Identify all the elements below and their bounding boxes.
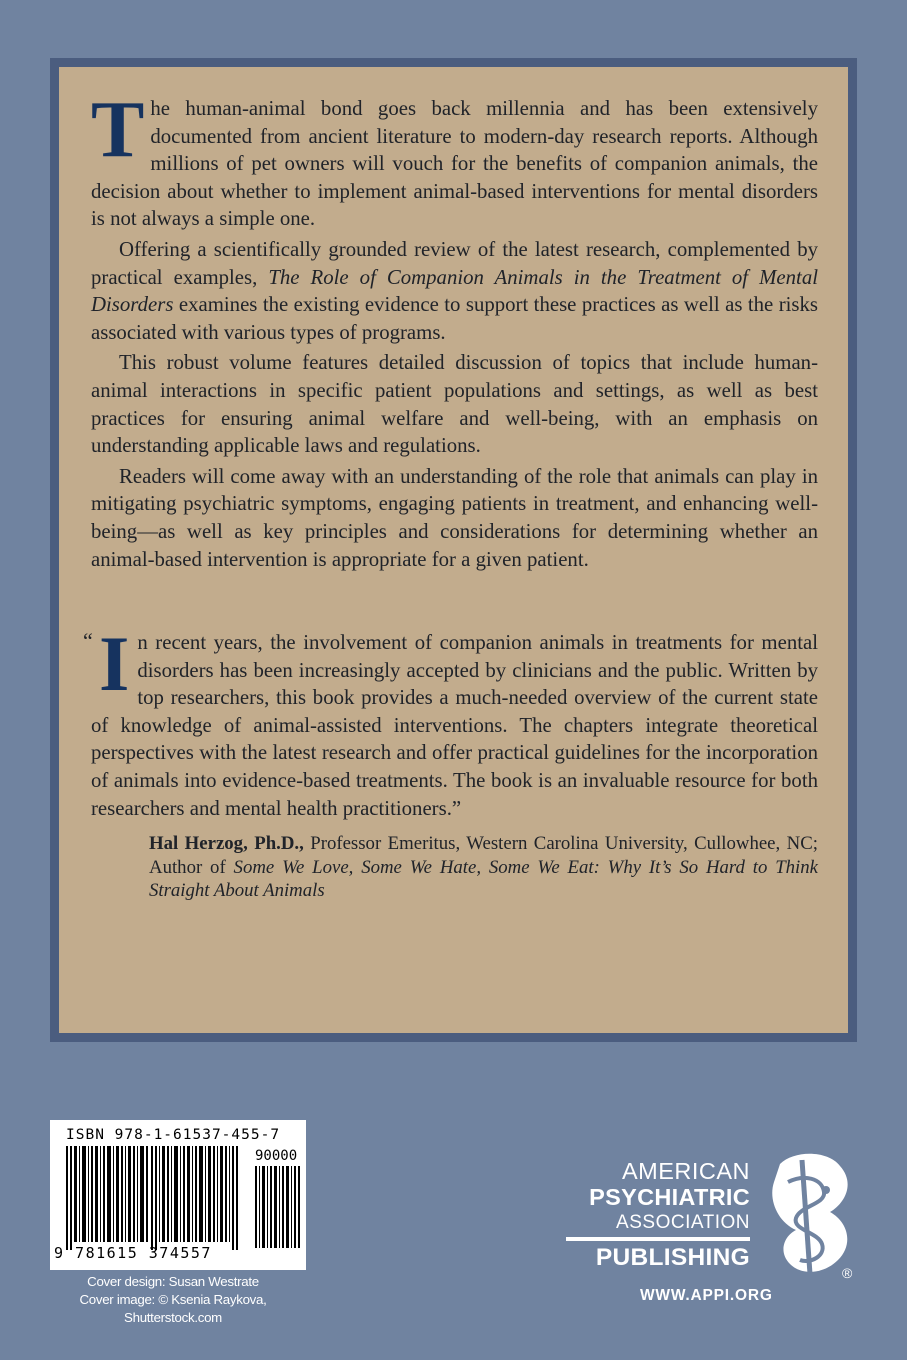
apa-caduceus-logo-icon: [760, 1152, 860, 1286]
paragraph-text: he human-animal bond goes back millennia and has been extensively documented from ancient literature to modern-day research reports. Although millions of pet owners will vouch for the benefits of companion animals, the decision about whether to implement animal-based interventions for mental disorders is not always a simple one.: [91, 97, 818, 231]
endorser-affiliation: Professor Emeritus, Western Carolina University, Cullowhee, NC; Author of: [149, 833, 818, 878]
publisher-line-association: ASSOCIATION: [616, 1212, 750, 1233]
description-panel: [59, 67, 848, 1033]
barcode-bars-icon: [62, 1146, 252, 1250]
cover-image-credit: Cover image: © Ksenia Raykova, Shutterstock.com: [79, 1292, 267, 1325]
isbn-label: ISBN 978-1-61537-455-7: [66, 1127, 281, 1143]
quote-text: n recent years, the involvement of companion animals in treatments for mental disorders has been increasingly accepted by clinicians and the public. Written by top researchers, this book provides a much-needed overview of the current state of knowledge of animal-assisted interventions. The chapters integrate theoretical perspectives with the latest research and offer practical guidelines for the incorporation of animals into evidence-based treatments. The book is an invaluable resource for both researchers and mental health practitioners.”: [91, 631, 818, 820]
endorser-name: Hal Herzog, Ph.D.,: [149, 833, 304, 855]
paragraph-text: Offering a scientifically grounded review of the latest research, complemented by practical examples,: [91, 237, 818, 289]
publisher-line-publishing: PUBLISHING: [595, 1244, 750, 1271]
description-paragraph-3: This robust volume features detailed discussion of topics that include human-animal interactions in specific patient populations and settings, as well as best practices for ensuring animal welfare and well-being, with an emphasis on understanding applicable laws and regulations.: [91, 351, 818, 458]
book-title: The Role of Companion Animals in the Treatment of Mental Disorders: [91, 265, 818, 317]
drop-cap-t: T: [91, 86, 145, 174]
description-paragraph-2: [91, 236, 818, 346]
endorsement-quote: [83, 620, 818, 822]
publisher-line-american: AMERICAN: [621, 1158, 750, 1184]
endorsement-attribution: [91, 832, 818, 903]
price-barcode-icon: [255, 1166, 301, 1248]
paragraph-text: examines the existing evidence to support these practices as well as the risks associated with various types of programs.: [91, 293, 818, 344]
publisher-line-psychiatric: PSYCHIATRIC: [589, 1184, 750, 1210]
drop-cap-i: I: [99, 620, 130, 708]
ean-digits: 9 781615 374557: [54, 1244, 212, 1262]
registered-mark: ®: [842, 1265, 853, 1281]
open-quote-mark: “: [83, 628, 93, 654]
publisher-divider: [566, 1237, 750, 1241]
price-code: 90000: [255, 1148, 298, 1164]
cover-design-credit: Cover design: Susan Westrate: [87, 1274, 259, 1289]
cover-credits: [38, 1273, 308, 1327]
description-paragraph-1: [91, 86, 818, 233]
isbn-barcode: [50, 1120, 306, 1270]
endorsement: [83, 620, 818, 903]
publisher-wordmark: [560, 1158, 750, 1271]
publisher-website[interactable]: WWW.APPI.ORG: [640, 1287, 773, 1304]
description-paragraph-4: Readers will come away with an understanding of the role that animals can play in mitigating psychiatric symptoms, engaging patients in treatment, and enhancing well-being—as well as key principles and considerations for determining whether an animal-based intervention is appropriate for a given patient.: [91, 464, 818, 571]
endorser-book-title: Some We Love, Some We Hate, Some We Eat: Why It’s So Hard to Think Straight About Animals: [149, 856, 818, 902]
